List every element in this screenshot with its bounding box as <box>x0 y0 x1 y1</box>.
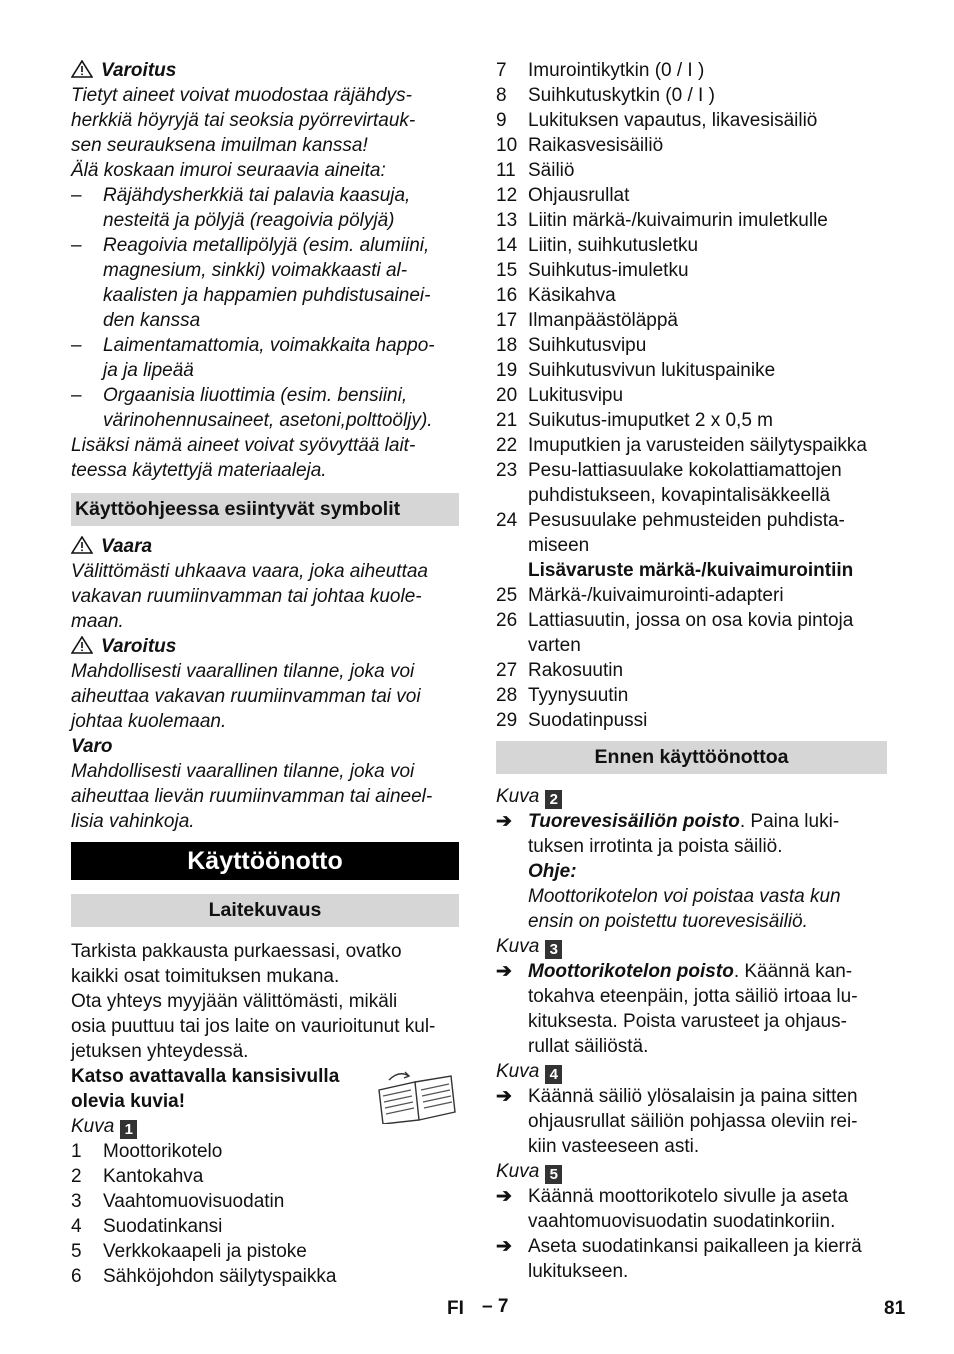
list-item: 9 Lukituksen vapautus, likavesisäiliö <box>496 110 818 131</box>
list-item: 18 Suihkutusvipu <box>496 335 647 356</box>
list-item: 25 Märkä-/kuivaimurointi-adapteri <box>496 585 784 606</box>
list-item: 20 Lukitusvipu <box>496 385 624 406</box>
footer-page-number: 81 <box>884 1298 906 1319</box>
figure-label: Kuva 1 <box>71 1114 459 1139</box>
arrow-right-icon: ➔ <box>496 1086 512 1107</box>
list-item: – Orgaanisia liuottimia (esim. bensiini, värinohennusaineet, asetoni,polttoöljy). <box>71 385 433 431</box>
warning-line: Tietyt aineet voivat muodostaa räjähdys- <box>71 85 412 106</box>
list-item: 7 Imurointikytkin (0 / I ) <box>496 60 705 81</box>
arrow-right-icon: ➔ <box>496 1186 512 1207</box>
list-item: 29 Suodatinpussi <box>496 710 648 731</box>
list-item: 11 Säiliö <box>496 160 575 181</box>
laitekuvaus-heading: Laitekuvaus <box>71 894 459 927</box>
accessory-heading: Lisävaruste märkä-/kuivaimurointiin <box>528 560 854 581</box>
list-item: 10 Raikasvesisäiliö <box>496 135 664 156</box>
vaara-title: Vaara <box>71 534 459 559</box>
varo-title: Varo <box>71 736 113 757</box>
open-book-icon <box>375 1068 459 1124</box>
list-item: 8 Suihkutuskytkin (0 / I ) <box>496 85 715 106</box>
figure-label: Kuva 4 <box>496 1059 887 1084</box>
list-item: – Räjähdysherkkiä tai palavia kaasuja, nesteitä ja pölyjä (reagoivia pölyjä) <box>71 185 411 231</box>
list-item: 3 Vaahtomuovisuodatin <box>71 1191 285 1212</box>
warning-after: Lisäksi nämä aineet voivat syövyttää lait- <box>71 435 416 456</box>
list-item: 4 Suodatinkansi <box>71 1216 223 1237</box>
step-item: ➔ Käännä moottorikotelo sivulle ja aseta vaahtomuovisuodatin suodatinkoriin. <box>496 1186 849 1232</box>
figure-number-badge: 1 <box>120 1120 137 1139</box>
list-item: 16 Käsikahva <box>496 285 616 306</box>
note-title: Ohje: <box>528 861 577 882</box>
list-item: 15 Suihkutus-imuletku <box>496 260 689 281</box>
list-item: 2 Kantokahva <box>71 1166 204 1187</box>
step-item: ➔ Tuorevesisäiliön poisto. Paina luki- tuksen irrotinta ja poista säiliö. <box>496 811 840 857</box>
list-item: 22 Imuputkien ja varusteiden säilytyspaikka <box>496 435 868 456</box>
footer-language: FI <box>447 1298 464 1319</box>
warning-triangle-icon <box>71 60 93 78</box>
warning-after: teessa käytettyjä materiaaleja. <box>71 460 327 481</box>
figure-label: Kuva 2 <box>496 784 887 809</box>
list-item: 19 Suihkutusvivun lukituspainike <box>496 360 776 381</box>
list-item: 1 Moottorikotelo <box>71 1141 223 1162</box>
warning-triangle-icon <box>71 636 93 654</box>
arrow-right-icon: ➔ <box>496 1236 512 1257</box>
list-item: – Reagoivia metallipölyjä (esim. alumiini, magnesium, sinkki) voimakkaasti al- kaalisten ja happamien puhdistusainei- den kanssa <box>71 235 431 331</box>
figure-number-badge: 4 <box>545 1065 562 1084</box>
warning-line: herkkiä höyryjä tai seoksia pyörrevirtauk- <box>71 110 416 131</box>
list-item: 27 Rakosuutin <box>496 660 624 681</box>
section-title: Käyttöönotto <box>71 842 459 880</box>
warning-title: Varoitus <box>71 58 459 83</box>
list-item: 23 Pesu-lattiasuulake kokolattiamattojen puhdistukseen, kovapintalisäkkeellä <box>496 460 842 506</box>
step-item: ➔ Moottorikotelon poisto. Käännä kan- tokahva eteenpäin, jotta säiliö irtoaa lu- kituksesta. Poista varusteet ja ohjaus- rullat säiliöstä. <box>496 961 858 1057</box>
figure-label: Kuva 3 <box>496 934 887 959</box>
list-item: 5 Verkkokaapeli ja pistoke <box>71 1241 307 1262</box>
varoitus-title: Varoitus <box>71 634 459 659</box>
list-item: 26 Lattiasuutin, jossa on osa kovia pintoja varten <box>496 610 854 656</box>
figure-number-badge: 5 <box>545 1165 562 1184</box>
fold-note: Katso avattavalla kansisivulla olevia kuvia! <box>71 1064 459 1114</box>
left-column: Varoitus Tietyt aineet voivat muodostaa räjähdys- herkkiä höyryjä tai seoksia pyörrevirtauk- sen seurauksena imuilman kanssa! Älä koskaan imuroi seuraavia aineita: – Räjähdysherkkiä tai palavia kaasuja, nesteitä ja pölyjä (reagoivia pölyjä) – Reagoivia metallipölyjä (esim. alumiini, magnesium, sinkki) voimakkaasti al- kaalisten ja happamien puhdistusainei- den kanssa – Laimentamattomia, voimakkaita happo- ja ja lipeää – Orgaanisia liuottimia (esim. bensiini, värinohennusaineet, asetoni,polttoöljy). Lisäksi nämä aineet voivat syövyttää lait- teessa käytettyjä materiaaleja. Käyttöohjeessa esiintyvät symbolit Vaara Välittömästi uhkaava vaara, joka aiheuttaa vakavan ruumiinvamman tai johtaa kuole- maan. Varoitus Mahdollisesti vaarallinen tilanne, joka voi aiheuttaa vakavan ruumiinvamman tai voi johtaa kuolemaan. Varo Mahdollisesti vaarallinen tilanne, joka voi aiheuttaa lievän ruumiinvamman tai aineel- lisia vahinkoja. Käyttöönotto Laitekuvaus Tarkista pakkausta purkaessasi, ovatko kaikki osat toimituksen mukana. Ota yhteys myyjään välittömästi, mikäli osia puuttuu tai jos laite on vaurioitunut kul- jetuksen yhteydessä. Katso avattavalla kansisivulla olevia kuvia! Kuva 1 1 Moottorikotelo 2 Kantokahva 3 Vaahtomuovisuodatin 4 Suodatinkansi 5 Verkkokaapeli ja pistoke 6 Sähköjohdon säilytyspaikka <box>71 58 459 1289</box>
symbols-heading: Käyttöohjeessa esiintyvät symbolit <box>71 493 459 526</box>
figure-number-badge: 3 <box>545 940 562 959</box>
warning-triangle-icon <box>71 536 93 554</box>
figure-number-badge: 2 <box>545 790 562 809</box>
right-column: 7 Imurointikytkin (0 / I ) 8 Suihkutuskytkin (0 / I ) 9 Lukituksen vapautus, likavesisäiliö 10 Raikasvesisäiliö 11 Säiliö 12 Ohjausrullat 13 Liitin märkä-/kuivaimurin imuletkulle 14 Liitin, suihkutusletku 15 Suihkutus-imuletku 16 Käsikahva 17 Ilmanpäästöläppä 18 Suihkutusvipu 19 Suihkutusvivun lukituspainike 20 Lukitusvipu 21 Suikutus-imuputket 2 x 0,5 m 22 Imuputkien ja varusteiden säilytyspaikka 23 Pesu-lattiasuulake kokolattiamattojen puhdistukseen, kovapintalisäkkeellä 24 Pesusuulake pehmusteiden puhdista- miseen Lisävaruste märkä-/kuivaimurointiin 25 Märkä-/kuivaimurointi-adapteri 26 Lattiasuutin, jossa on osa kovia pintoja varten 27 Rakosuutin 28 Tyynysuutin 29 Suodatinpussi Ennen käyttöönottoa Kuva 2 ➔ Tuorevesisäiliön poisto. Paina luki- tuksen irrotinta ja poista säiliö. Ohje: Moottorikotelon voi poistaa vasta kun ensin on poistettu tuorevesisäiliö. Kuva 3 ➔ Moottorikotelon poisto. Käännä kan- tokahva eteenpäin, jotta säiliö irtoaa lu- kituksesta. Poista varusteet ja ohjaus- rullat säiliöstä. Kuva 4 ➔ Käännä säiliö ylösalaisin ja paina sitten ohjausrullat säiliön pohjassa oleviin rei- kiin vasteeseen asti. Kuva 5 ➔ Käännä moottorikotelo sivulle ja aseta vaahtomuovisuodatin suodatinkoriin. ➔ Aseta suodatinkansi paikalleen ja kierrä lukitukseen. <box>496 58 887 1284</box>
list-item: 17 Ilmanpäästöläppä <box>496 310 678 331</box>
list-item: 24 Pesusuulake pehmusteiden puhdista- miseen <box>496 510 845 556</box>
list-item: – Laimentamattomia, voimakkaita happo- ja ja lipeää <box>71 335 435 381</box>
list-item: 6 Sähköjohdon säilytyspaikka <box>71 1266 337 1287</box>
list-item: 28 Tyynysuutin <box>496 685 629 706</box>
step-item: ➔ Käännä säiliö ylösalaisin ja paina sitten ohjausrullat säiliön pohjassa oleviin rei- kiin vasteeseen asti. <box>496 1086 858 1157</box>
list-item: 13 Liitin märkä-/kuivaimurin imuletkulle <box>496 210 828 231</box>
warning-line: sen seurauksena imuilman kanssa! <box>71 135 368 156</box>
figure-label: Kuva 5 <box>496 1159 887 1184</box>
footer-local-page: – 7 <box>482 1296 509 1317</box>
list-item: 12 Ohjausrullat <box>496 185 630 206</box>
arrow-right-icon: ➔ <box>496 961 512 982</box>
before-heading: Ennen käyttöönottoa <box>496 741 887 774</box>
list-item: 14 Liitin, suihkutusletku <box>496 235 699 256</box>
arrow-right-icon: ➔ <box>496 811 512 832</box>
list-item: 21 Suikutus-imuputket 2 x 0,5 m <box>496 410 773 431</box>
warning-line: Älä koskaan imuroi seuraavia aineita: <box>71 160 386 181</box>
step-item: ➔ Aseta suodatinkansi paikalleen ja kierrä lukitukseen. <box>496 1236 862 1282</box>
